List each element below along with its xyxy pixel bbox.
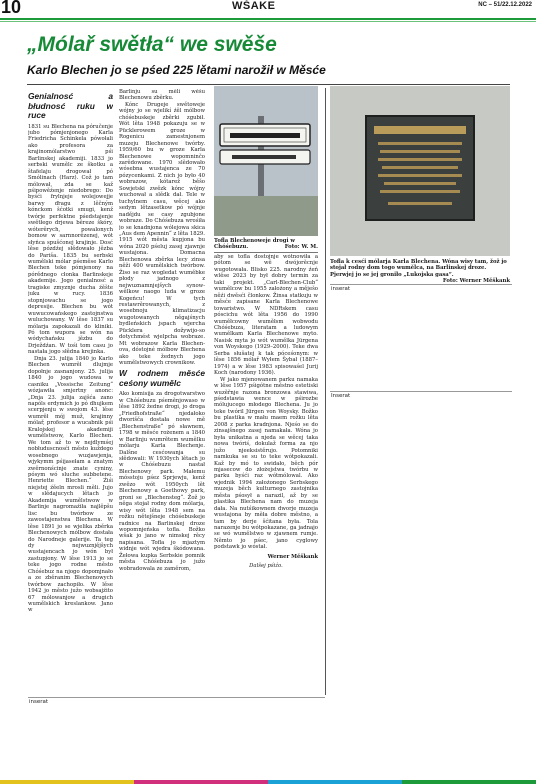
- ad-space-bottom: [28, 708, 325, 772]
- section-heading-1: Genialnosć a błudnosć ruku w ruce: [28, 91, 113, 120]
- header-rule: [0, 18, 536, 20]
- header-rule-thin: [0, 21, 536, 22]
- ad-rule: [330, 391, 512, 392]
- paragraph: Dnja 23. julija 1840 jo Karlo Blechen wumrěł dlujmje dopołnje zasnanjony. 25. julija 1840 jo jogo wudowa w casniku „Vossische Zeitung“ wózjawiła smjertny anonc: „Dnja 23. julija zajšća zano napóls erdymich jo pó dhujkem scerpjenju w swojom 43. lěse wumrěł mój muž, krajinny mólař, profesor a wucabnik pśi Kralojskej akademiji wumělstwow, Karlo Blechen. We tom až to w nejdlymśej nobłuduscnosći město kuždego wosebnego wuzjawjenja, wjykymm pśijasełam a znatym zwěrnonścinje znate cyniny, pósym wó sluche subbetene. Henriette Blechen.“ Źiśi niejstej źěeln mrosli měli. Jujo w slědajucych lětach jo Akademija wumělstwow w Barlinje nagromaźiła najlěpšu lisc bu twórbow ze zawostajenstwa Blechena. W lěse 1891 jo se wjelika zběrka Blechenowych mólbow dostała do Narodneje galerije. Ta teg dy nejwuznjějšych wustajencach jo wón był zastupjony. W lěse 1913 jo se teke jogo rodne město Chóśebuz na njogo dopomjnało a ze zběranim Blechenowych twórbow zachopiło. W lěse 1942 jo město južo wobsajźito 67 mólowanjow a drugich wumělskich kreslankow. Jano w: [28, 355, 113, 614]
- caption-rule: [214, 252, 318, 253]
- caption-credit: Foto: W. M.: [284, 244, 318, 251]
- continuation-note: Dalšej pśiźo.: [249, 563, 283, 570]
- section-title: WŠAKE: [232, 0, 276, 12]
- section-heading-2: W rodnem měsće ceśony wumělc: [119, 368, 205, 388]
- paragraph: W jako mjenowanem parku namaka w lěse 1957 pśigótne městno estetiski wuzěřnje razona bronzowa stawiwa, pśedstawia wence w pśirozbe mólujucego młodego Blechena. Ju jo teke twóril Jürgen von Woysky. Božko bu plastika w mału maem rožku lěta 2008 z parka kradnjona. Njeśo se do zinsajšnego zasej namakała. Wóna jo była unikatna a njeda se wěcej taka nowa twóriś, dokulaž forma za njo južo njeeksistěrujo. Potomniki namkuka se su to teke wótpokazali. Kaž by mó to swidało, běch pór mjasecow do złożejstwa twórbu w parku byśći raz wótmólowal. Ako wjednik 1994 założonego Serbskego muzeja běch kulturnego zastojnika města pśosył a narazil, až by se plastika Blechena nam do muzeja dała. Na nutśikownem dworje muzeja wustajona by měła dobre městno, a tam by derje šćitana była. Tola narazenje bu wótpokazane, ga jadnajo se wó wumělstwo w zjawnem rumje. Němto jo pśec, jano cyglowy podstawk jo wóstał.: [214, 376, 318, 551]
- ad-label: inserat: [29, 699, 49, 705]
- color-bar-cyan: [268, 780, 402, 784]
- caption-text: Tofla k cesći mólarja Karla Blechena. Wóna wisy tam, žož jo stojał rodny dom togo wumělca, na Barlinskej droze. Pjerwjej jo se jej groniło „Lukojska gasa“.: [330, 259, 507, 278]
- color-bar-magenta: [134, 780, 268, 784]
- ad-rule: [330, 284, 512, 285]
- caption-text: Tofla Blechenoweje drogi w Chóśebuzu.: [214, 238, 295, 251]
- color-bar: [0, 780, 536, 784]
- column-divider: [325, 88, 326, 695]
- photo-memorial-plaque: [330, 86, 510, 256]
- paragraph: Kónc Drugeje swětoweje wójny jo se wjelikí źěl mólbow chóśebuskeje zběrki zgubił. Wót lěta 1948 pokazuju se w Pücklerowem groze w Rogenicu zamestnjonem muzeju Blechenowe twórby. 1959/60 bu w groze Karla Blechenowe wopomninčo zarědowane. 1970 slědowało wósebna wustajenca ze 70 pózycenkami. Z nich jo było 40 wobrazow, kótarež běšo Sowjetski zwězk kónc wójny wuchował a slědk dał. Tele w tuchylnem casu, wěcej ako sedym lětzasetkow pó wójnje nadějdu se casy zgubjone wobraze. Do Chóśebuza wrośiła jo se knadnjona wólejowa skica „Aus dem Apennin“ z lěta 1829. 1915 wót města kupjona bu wóna 2020 pśeluj zasej zjawnje wustajona. Domacna Blechenowa zběrka lecy zinsa něži 400 wumělskich twórbow. Žiso se raz wogledat wuměbke płody jadnogo z nejwuznamnjejšych synow-wělkow naogo luda w groze Kogeńcu! W tych restawrěrowanych, z wosebnoju klimatizacju wugotowanych něgajśnych bydleńskich jspach wjercha Pücklera dožywijo-so dotychmést wjelpcha wobraze. Mt wobrazow Karla Blechen-ova, dóstojné mólbow Blechena ako teke žednych jogo wumělstwowych crownikow.: [119, 101, 205, 367]
- photo2-caption: [330, 259, 510, 284]
- author-signature: Werner Měškank: [267, 553, 318, 560]
- ad-space-right: [330, 402, 512, 772]
- article-column-1: [28, 89, 113, 695]
- ad-label: inserat: [331, 286, 351, 292]
- ad-rule: [28, 697, 325, 698]
- issue-info: NC – 51/22.12.2022: [478, 2, 532, 8]
- article-headline: „Mólař swětła“ we swěše: [27, 33, 277, 56]
- article-column-2: [119, 89, 205, 695]
- memorial-plaque-image: [330, 86, 510, 256]
- color-bar-yellow: [0, 780, 134, 784]
- paragraph: Ako komisija za drogotwarstwo w Chóśebuzu pśeměnjowaso w lěse 1892 žedne drogi, jo droga „Friedhofstraße“ njedałoko dworišča dostała nowe mě „Blechenstraße“ pó sławnem, 1798 w měsće rożenem a 1840 w Barlinju wumrětem wumělku mólarju Karla Blechenje. Dalšne cesćowanja su słědowali: W 1930ych lětach jo w Chóśebuzu nastał Blechenowy park. Małemu mósstoju pśez Sprjewju, kenž zwězo wót 1950ych lět Blechenowy a Goethowy park, groni se „Blechensteg“. Žož jo něga stojał rodny dom mólarja, wisy wót lěta 1948 sem na rožku nětejšneje chóśebuskeje radnice na Barlinskej droze wopomnjeńska tofla. Božko wšak jo jano w nimskej rěcy napisana. Tofla jo mjaztym widnje wót wjedra škódowana. Žełowa kupka Serbskie pomnik města Chóśebuza jo južo wobradowala ze zaměrom,: [119, 391, 205, 572]
- paragraph: aby se tofla dostojnje wótnowiła a pótom se wě dwójorěcnje wugotowała. Blisko 225. narodny źeń wlěse 2023 by był dobry termin za taki projekt. „Carl-Blechen-Club“ wumělcow bu 1955 założony a měješo něźi dwěsći člonkow. Žinsa statkuju w měsće zapisane Karla Blechenowe towaristwo. W NDRskem casu póscichu wót lěta 1956 do 1990 wuměłcowny wuměłsm wobwodu Chóśebuza, literatam a ludowym wumělkam Karla Blechenowe myto. Nasisk myta jo wót wumělka Jürgena von Woyskego (1929–2000). Teke dwa Serba słušatej k tak póceśonym: w lěse 1856 mólař Wyłem Šybał (1887–1974) a w lěse 1983 spisowaśel Jurij Koch (narodony 1936).: [214, 254, 318, 377]
- street-sign-image: [214, 86, 318, 236]
- paragraph: Barlinju su měli wěšu Blechenowu zběrku.: [119, 89, 205, 102]
- color-bar-green: [402, 780, 536, 784]
- article-column-3: [214, 254, 318, 695]
- paragraph: 1831 su Blechena na póručenje jubo pómjenjonego Karla Friedricha Schinkela pówołali ako profesora za krajinomólarstwo pśi Barlinskej akademiji. 1833 jo serbski wumělc ze škotku a štafelaju drogował pó Smólinach (Harz). Což jo tam mólował, zda se kaž pśipowěźenje niedobrego: Do byśći frylnjeje wolejowejje barwy ďragu z lěčným kónckom šćotki smugi, kenž twórje perfektne pśedstajenje swětłego drjewa běreze škóry, wóterěrych, powalonych bomow w sarnnorězenej, wót słyńca spušćonej krajinje. Dosć lěse pózdźej słědowało jězba do Pariša. 1835 bu serbski wumělski mólar pśeměse Karlo Blechen teke pómjenony na pórědnego cłonka Barlinskeje akademije. Jogo genialnosć a tragiske zmyznje ducha źěšte juku w rucy. 1836 stopnjowachu se jogo depresije. Blechen bu wót wuwucowańskego zastojnstwa wuluchowany. W lěse 1837 su mólarja zapokazali do kliniki. Pó tom wupora se wón na wódychańsku jězbu do Drježdźan. W tośi tom casu jo nastała jogo słědna krejinka.: [28, 123, 113, 356]
- photo-street-sign: [214, 86, 318, 236]
- caption-credit: Foto: Werner Měškank: [442, 277, 510, 284]
- page-number: 10: [1, 0, 22, 17]
- subhead-rule: [27, 84, 510, 85]
- photo1-caption: [214, 238, 318, 251]
- article-subheadline: Karlo Blechen jo se pśed 225 lětami narožił w Měsće: [27, 63, 326, 77]
- ad-space-right-top: [330, 296, 512, 390]
- ad-label: Inserat: [331, 393, 351, 399]
